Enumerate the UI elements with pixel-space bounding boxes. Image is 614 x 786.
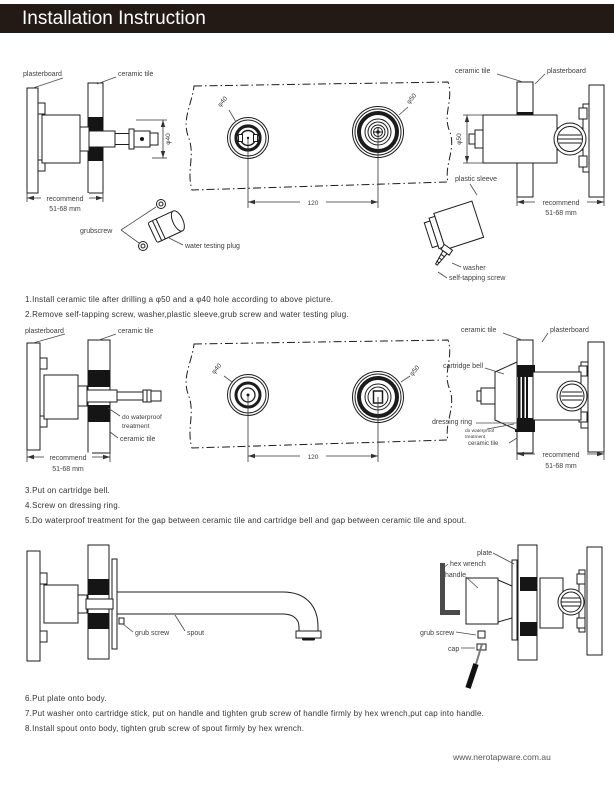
label-hex-wrench: hex wrench bbox=[450, 561, 486, 568]
dressing-ring-part bbox=[518, 365, 528, 429]
label-ceramic-tile: ceramic tile bbox=[455, 68, 491, 75]
label-ceramic-tile-2: ceramic tile bbox=[120, 436, 156, 443]
label-ceramic-tile: ceramic tile bbox=[118, 71, 154, 78]
label-dia50: φ50 bbox=[405, 92, 419, 106]
valve-stem bbox=[80, 127, 158, 151]
dim-label-recommend: recommend bbox=[46, 196, 84, 203]
diagram-step8-spout bbox=[15, 543, 335, 668]
grub-screw-part bbox=[478, 631, 485, 638]
label-grub-screw: grub screw bbox=[135, 630, 170, 637]
label-treatment: treatment bbox=[122, 423, 150, 430]
dim-label-recommend: recommend bbox=[542, 452, 580, 459]
mount-tab bbox=[40, 631, 47, 642]
mount-tab bbox=[38, 103, 45, 114]
label-plasterboard: plasterboard bbox=[25, 328, 64, 335]
label-do-waterproof: do waterproof bbox=[122, 414, 162, 421]
instruction-2: 2.Remove self-tapping screw, washer,plastic sleeve,grub screw and water testing plug. bbox=[25, 310, 349, 319]
inlet-valve bbox=[557, 381, 587, 411]
dim-label-120: 120 bbox=[307, 200, 319, 207]
diagram-step3-wall-section-left bbox=[15, 320, 205, 480]
mount-tab bbox=[579, 156, 587, 167]
diagram-step1-wall-section-right bbox=[425, 60, 614, 295]
label-water-testing-plug: water testing plug bbox=[185, 243, 240, 250]
dim-label-dia40: φ40 bbox=[165, 133, 172, 145]
instruction-4: 4.Screw on dressing ring. bbox=[25, 501, 121, 510]
dim-label-dia50: φ50 bbox=[456, 133, 463, 145]
valve-body bbox=[44, 585, 78, 623]
instruction-5: 5.Do waterproof treatment for the gap between ceramic tile and cartridge bell and gap between ceramic tile and spout. bbox=[25, 516, 467, 525]
label-plastic-sleeve: plastic sleeve bbox=[455, 176, 498, 183]
dim-label-range: 51-68 mm bbox=[545, 210, 577, 217]
label-ceramic-tile: ceramic tile bbox=[461, 327, 497, 334]
label-do-waterproof: do waterproof bbox=[465, 429, 495, 434]
hex-wrench-part bbox=[440, 563, 460, 615]
ceramic-tile-wall bbox=[518, 545, 537, 660]
valve-body bbox=[42, 115, 80, 163]
plasterboard-wall bbox=[27, 551, 40, 661]
mount-tab bbox=[577, 618, 585, 628]
label-plasterboard: plasterboard bbox=[547, 68, 586, 75]
dim-label-recommend: recommend bbox=[49, 455, 87, 462]
inlet-valve bbox=[558, 589, 584, 615]
instruction-7: 7.Put washer onto cartridge stick, put on handle and tighten grub screw of handle firmly by hex wrench,put cap into handle. bbox=[25, 709, 485, 718]
label-cartridge-bell: cartridge bell bbox=[443, 363, 484, 370]
plasterboard-wall bbox=[589, 85, 604, 197]
dim-label-recommend: recommend bbox=[542, 200, 580, 207]
diagram-step3-panel bbox=[180, 330, 460, 480]
stem bbox=[86, 599, 113, 609]
mount-tab bbox=[577, 574, 585, 584]
website-url: www.nerotapware.com.au bbox=[453, 752, 551, 762]
label-washer: washer bbox=[463, 265, 486, 272]
stem-protrusion bbox=[469, 130, 483, 148]
grub-screw-part bbox=[119, 618, 124, 624]
label-treatment: treatment bbox=[465, 435, 486, 440]
handle-part bbox=[466, 578, 512, 624]
valve-body bbox=[44, 375, 78, 419]
diagram-step1-panel bbox=[180, 70, 460, 230]
dim-label-range: 51-68 mm bbox=[49, 206, 81, 213]
label-grub-screw: grub screw bbox=[420, 630, 455, 637]
label-grubscrew: grubscrew bbox=[80, 228, 113, 235]
aerator bbox=[296, 631, 321, 641]
panel-outline bbox=[186, 340, 452, 448]
diagram-step3-wall-section-right bbox=[425, 320, 614, 480]
plasterboard-wall bbox=[587, 547, 602, 655]
label-plasterboard: plasterboard bbox=[23, 71, 62, 78]
label-handle: handle bbox=[445, 572, 467, 579]
label-plasterboard: plasterboard bbox=[550, 327, 589, 334]
hex-key bbox=[468, 644, 482, 688]
spout-part bbox=[117, 592, 318, 631]
instruction-8: 8.Install spout onto body, tighten grub screw of spout firmly by hex wrench. bbox=[25, 724, 305, 733]
self-tapping-screw-part bbox=[432, 244, 452, 267]
label-plate: plate bbox=[477, 550, 493, 557]
label-spout: spout bbox=[187, 630, 205, 637]
mount-tab bbox=[40, 358, 47, 369]
instruction-3: 3.Put on cartridge bell. bbox=[25, 486, 110, 495]
dim-label-range: 51-68 mm bbox=[52, 466, 84, 473]
label-ceramic-tile-2: ceramic tile bbox=[468, 441, 499, 447]
dim-label-range: 51-68 mm bbox=[545, 463, 577, 470]
instruction-1: 1.Install ceramic tile after drilling a φ50 and a φ40 hole according to above picture. bbox=[25, 295, 334, 304]
label-ceramic-tile: ceramic tile bbox=[118, 328, 154, 335]
dim-120 bbox=[248, 395, 378, 462]
mount-tab bbox=[40, 573, 47, 584]
plasterboard-wall bbox=[588, 342, 604, 452]
wall-plate-part bbox=[512, 560, 517, 640]
label-cap: cap bbox=[448, 646, 460, 653]
inlet-valve bbox=[554, 123, 586, 155]
label-dressing-ring: dressing ring bbox=[432, 419, 473, 426]
page-title: Installation Instruction bbox=[22, 8, 206, 29]
plasterboard-wall bbox=[27, 343, 40, 450]
diagram-step7-handle bbox=[408, 538, 614, 693]
header-bar bbox=[0, 4, 614, 33]
plastic-sleeve-part bbox=[422, 201, 483, 253]
valve-body bbox=[483, 115, 557, 163]
label-dia40: φ40 bbox=[210, 362, 224, 376]
dim-label-120: 120 bbox=[307, 454, 319, 461]
label-dia50: φ50 bbox=[408, 364, 422, 378]
label-self-tapping-screw: self-tapping screw bbox=[449, 275, 506, 282]
instruction-6: 6.Put plate onto body. bbox=[25, 694, 107, 703]
label-dia40: φ40 bbox=[216, 95, 230, 109]
plasterboard-wall bbox=[27, 88, 38, 193]
mount-tab bbox=[579, 108, 587, 119]
